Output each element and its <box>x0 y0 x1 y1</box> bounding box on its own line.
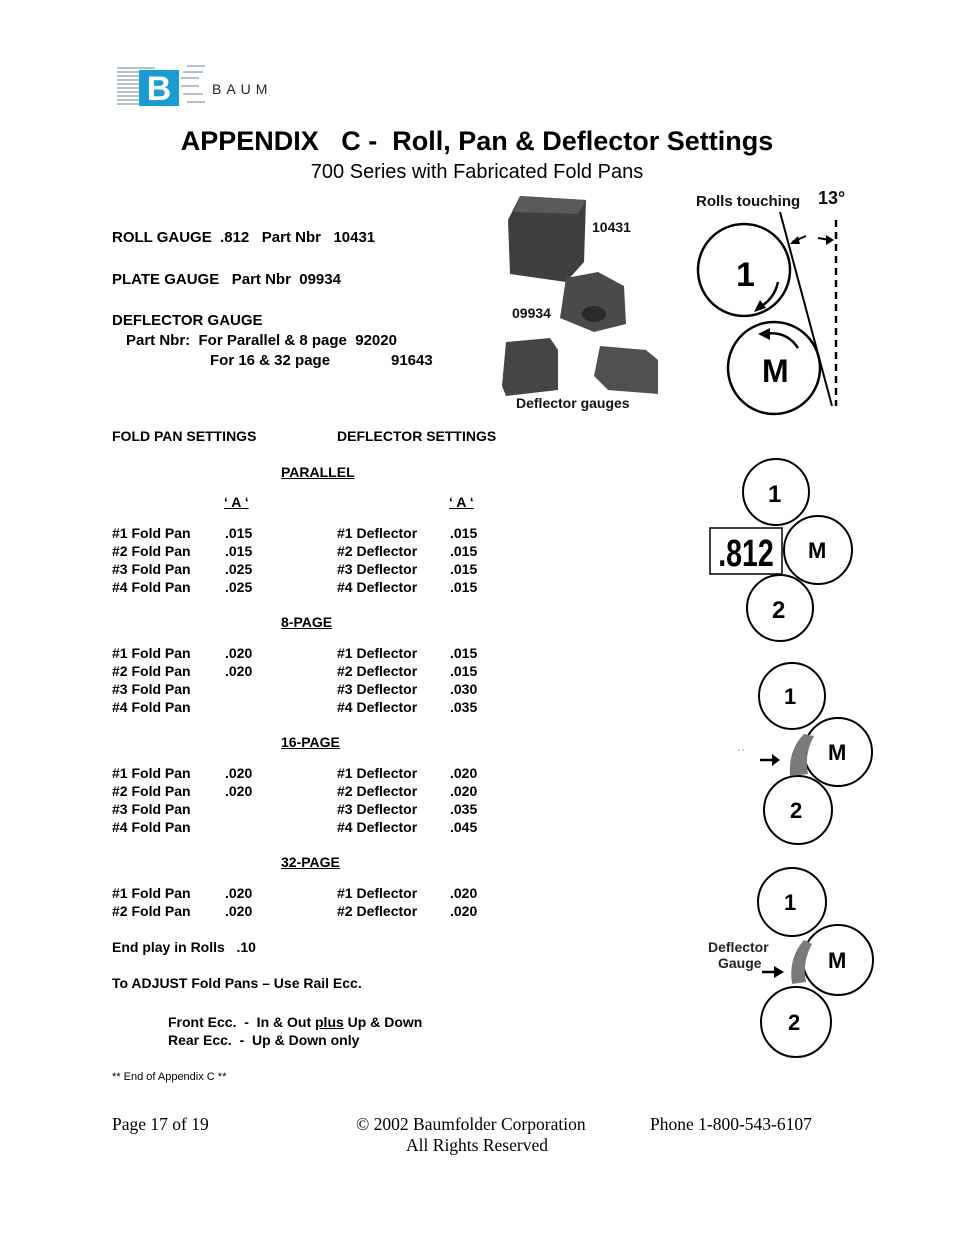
roll-1-label: 1 <box>784 684 797 709</box>
table-cell: .015 <box>450 579 478 595</box>
table-cell: .035 <box>450 699 478 715</box>
table-row: #4 Fold Pan <box>112 699 191 715</box>
roll-gauge-diagram <box>704 456 864 648</box>
footer-rights: All Rights Reserved <box>406 1135 548 1155</box>
plate-gauge: PLATE GAUGE Part Nbr 09934 <box>112 271 341 288</box>
table-cell: #4 Deflector <box>337 819 418 835</box>
section-title-parallel: PARALLEL <box>281 464 355 480</box>
deflector-settings-heading: DEFLECTOR SETTINGS <box>337 428 497 444</box>
table-cell: .030 <box>450 681 478 697</box>
table-cell: .020 <box>225 645 253 661</box>
end-note: ** End of Appendix C ** <box>112 1071 227 1083</box>
table-cell: .020 <box>225 783 253 799</box>
table-cell: #4 Deflector <box>337 579 418 595</box>
table-cell: .015 <box>450 663 478 679</box>
table-row: #4 Fold Pan <box>112 819 191 835</box>
table-row: #1 Fold Pan <box>112 525 191 541</box>
photo-caption: Deflector gauges <box>516 395 630 411</box>
roll-1-label: 1 <box>784 890 797 915</box>
table-row: #2 Fold Pan <box>112 903 191 919</box>
table-cell: .020 <box>225 663 253 679</box>
table-cell: #2 Deflector <box>337 903 418 919</box>
roll-m-label: M <box>828 740 847 765</box>
table-cell: .020 <box>450 885 478 901</box>
table-cell: #2 Deflector <box>337 783 418 799</box>
table-row: #2 Fold Pan <box>112 663 191 679</box>
table-cell: .020 <box>225 765 253 781</box>
roll-gauge: ROLL GAUGE .812 Part Nbr 10431 <box>112 229 376 246</box>
table-cell: #3 Deflector <box>337 681 418 697</box>
rolls-touching-diagram <box>690 182 860 424</box>
table-row: #1 Fold Pan <box>112 765 191 781</box>
table-cell: .015 <box>225 525 253 541</box>
baum-logo <box>115 62 275 112</box>
footer-phone: Phone 1-800-543-6107 <box>650 1114 812 1134</box>
table-cell: #1 Deflector <box>337 885 418 901</box>
table-row: #3 Fold Pan <box>112 561 191 577</box>
table-cell: .025 <box>225 579 253 595</box>
table-cell: .020 <box>450 903 478 919</box>
rolls-touching-title: Rolls touching <box>696 193 801 210</box>
table-row: #1 Fold Pan <box>112 645 191 661</box>
roll-m-label: M <box>762 353 789 389</box>
table-row: #1 Fold Pan <box>112 885 191 901</box>
table-cell: #2 Deflector <box>337 663 418 679</box>
table-cell: .015 <box>450 525 478 541</box>
column-a-deflector: ‘ A ‘ <box>449 494 474 510</box>
table-cell: #1 Deflector <box>337 645 418 661</box>
front-ecc-note: Front Ecc. - In & Out plus Up & Down <box>168 1014 423 1030</box>
logo-brand: BAUM <box>212 81 273 97</box>
deflector-gauge-line1: Part Nbr: For Parallel & 8 page 92020 <box>126 332 397 349</box>
table-cell: .020 <box>450 783 478 799</box>
table-cell: .020 <box>225 903 253 919</box>
table-cell: .015 <box>450 645 478 661</box>
table-cell: .015 <box>225 543 253 559</box>
logo-letter: B <box>146 70 172 108</box>
table-cell: .015 <box>450 543 478 559</box>
section-title-16-page: 16-PAGE <box>281 734 340 750</box>
roll-m-label: M <box>808 538 827 563</box>
rear-ecc-note: Rear Ecc. - Up & Down only <box>168 1032 360 1048</box>
roll-1-label: 1 <box>768 481 782 508</box>
section-title-32-page: 32-PAGE <box>281 854 340 870</box>
label-09934: 09934 <box>512 305 551 321</box>
footer-copyright: © 2002 Baumfolder Corporation <box>356 1114 586 1134</box>
table-row: #2 Fold Pan <box>112 783 191 799</box>
table-cell: .025 <box>225 561 253 577</box>
table-cell: #3 Deflector <box>337 801 418 817</box>
table-cell: #1 Deflector <box>337 765 418 781</box>
deflector-16-page-diagram <box>730 658 880 848</box>
deflector-gauge-label-line2: Gauge <box>718 955 762 971</box>
roll-2-label: 2 <box>790 798 803 823</box>
deflector-gauge-label-line1: Deflector <box>708 939 769 955</box>
deflector-32-page-diagram <box>704 866 876 1062</box>
table-cell: .020 <box>450 765 478 781</box>
table-row: #4 Fold Pan <box>112 579 191 595</box>
deflector-gauge-line2-label: For 16 & 32 page <box>210 352 331 369</box>
section-title-8-page: 8-PAGE <box>281 614 333 630</box>
roll-m-label: M <box>828 948 847 973</box>
table-cell: .015 <box>450 561 478 577</box>
page-title: APPENDIX C - Roll, Pan & Deflector Settings <box>180 126 774 156</box>
column-a-pan: ‘ A ‘ <box>224 494 249 510</box>
angle-label: 13° <box>818 188 846 208</box>
table-cell: #2 Deflector <box>337 543 418 559</box>
gauges-photo <box>496 190 672 418</box>
table-cell: .020 <box>225 885 253 901</box>
deflector-gauge-heading: DEFLECTOR GAUGE <box>112 312 263 329</box>
end-play-note: End play in Rolls .10 <box>112 939 256 955</box>
table-cell: .045 <box>450 819 478 835</box>
deflector-gauge-line2-value: 91643 <box>391 352 433 369</box>
table-row: #3 Fold Pan <box>112 801 191 817</box>
fold-pan-settings-heading: FOLD PAN SETTINGS <box>112 428 257 444</box>
roll-2-label: 2 <box>772 597 786 624</box>
table-cell: #1 Deflector <box>337 525 418 541</box>
footer-page-number: Page 17 of 19 <box>112 1114 209 1134</box>
table-cell: #4 Deflector <box>337 699 418 715</box>
label-10431: 10431 <box>592 219 631 235</box>
adjust-note: To ADJUST Fold Pans – Use Rail Ecc. <box>112 975 362 991</box>
page-subtitle: 700 Series with Fabricated Fold Pans <box>310 161 644 183</box>
roll-2-label: 2 <box>788 1010 801 1035</box>
table-row: #2 Fold Pan <box>112 543 191 559</box>
table-row: #3 Fold Pan <box>112 681 191 697</box>
roll-1-label: 1 <box>736 256 755 294</box>
table-cell: .035 <box>450 801 478 817</box>
table-cell: #3 Deflector <box>337 561 418 577</box>
gauge-812-label: .812 <box>718 533 774 576</box>
